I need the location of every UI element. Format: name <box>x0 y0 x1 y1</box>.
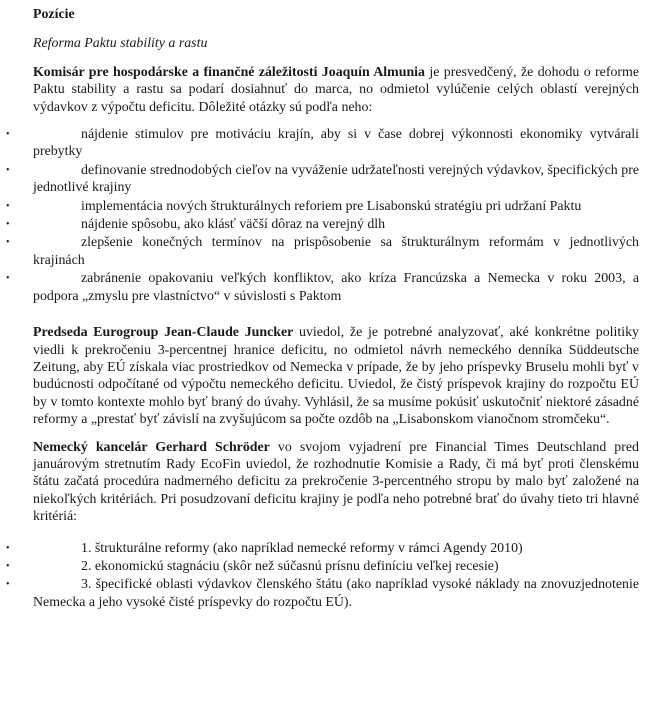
bullet-icon: • <box>6 219 10 231</box>
paragraph-body: je presvedčený, že dohodu o reforme Paktu stability a rastu sa podarí dosiahnuť do marca, no odmietol vylúčenie celých oblastí verejných výdavkov z výpočtu deficitu. Dôležité otázky sú podľa neho: <box>33 64 639 115</box>
list-item-text: definovanie strednodobých cieľov na vyváženie udržateľnosti verejných výdavkov, špecifických pre jednotlivé krajiny <box>33 162 639 196</box>
paragraph-lead: Komisár pre hospodárske a finančné záležitosti Joaquín Almunia <box>33 64 425 80</box>
section-subheading: Reforma Paktu stability a rastu <box>33 36 208 52</box>
bullet-icon: • <box>6 237 10 249</box>
paragraph-juncker <box>33 324 639 428</box>
bullet-list-questions <box>6 126 639 305</box>
list-item <box>6 126 639 161</box>
list-item-text: 1. štrukturálne reformy (ako napríklad nemecké reformy v rámci Agendy 2010) <box>81 540 523 556</box>
list-item-text: nájdenie spôsobu, ako klásť väčší dôraz na verejný dlh <box>81 217 386 233</box>
paragraph-lead: Nemecký kancelár Gerhard Schröder <box>33 439 270 455</box>
bullet-icon: • <box>6 129 10 141</box>
paragraph-lead: Predseda Eurogroup Jean-Claude Juncker <box>33 325 294 341</box>
list-item-text: 3. špecifické oblasti výdavkov členského štátu (ako napríklad vysoké náklady na znovuzjednotenie Nemecka a jeho vysoké čisté príspevky do rozpočtu EÚ). <box>33 577 639 610</box>
list-item <box>6 216 639 233</box>
list-item-text: nájdenie stimulov pre motiváciu krajín, aby si v čase dobrej výkonnosti ekonomiky vytvárali prebytky <box>33 127 639 160</box>
paragraph-schroder <box>33 439 639 526</box>
list-item-text: zlepšenie konečných termínov na prispôsobenie sa štrukturálnym reformám v jednotlivých krajinách <box>33 235 639 268</box>
bullet-icon: • <box>6 200 10 212</box>
bullet-icon: • <box>6 542 10 554</box>
section-heading: Pozície <box>33 7 75 22</box>
list-item <box>6 198 639 215</box>
list-item <box>6 234 639 269</box>
bullet-icon: • <box>6 579 10 591</box>
bullet-icon: • <box>6 164 10 176</box>
list-item <box>6 576 639 611</box>
list-item-text: implementácia nových štrukturálnych reforiem pre Lisabonskú stratégiu pri udržaní Paktu <box>81 198 582 214</box>
list-item-text: 2. ekonomickú stagnáciu (skôr než súčasnú prísnu definíciu veľkej recesie) <box>81 558 499 574</box>
paragraph-body: vo svojom vyjadrení pre Financial Times Deutschland pred januárovým stretnutím Rady EcoFin uviedol, že rozhodnutie Komisie a Rady, či má byť proti členskému štátu začatá procedúra nadmerného deficitu za prekročenie 3-percentného stropu by malo byť založené na niekoľkých kritériách. Pri posudzovaní deficitu krajiny je podľa neho potrebné brať do úvahy tieto tri hlavné kritériá: <box>33 439 639 525</box>
list-item <box>6 162 639 197</box>
bullet-icon: • <box>6 273 10 285</box>
list-item <box>6 558 639 575</box>
paragraph-almunia <box>33 64 639 116</box>
list-item <box>6 270 639 305</box>
list-item-text: zabránenie opakovaniu veľkých konfliktov, ako kríza Francúzska a Nemecka v roku 2003, a podpora „zmyslu pre vlastníctvo“ v súvislosti s Paktom <box>33 271 639 304</box>
paragraph-body: uviedol, že je potrebné analyzovať, aké konkrétne politiky viedli k prekročeniu 3-percentnej hranice deficitu, no odmietol návrh nemeckého denníka Süddeutsche Zeitung, aby EÚ získala viac prostriedkov od Nemecka v prípade, že by jeho príspevky Bruselu mohli byť v budúcnosti odpočítané od výpočtu nemeckého deficitu. Uviedol, že čistý príspevok krajiny do rozpočtu EÚ by v tomto kontexte mohlo byť braný do úvahy. Vyhlásil, že sa musíme pokúsiť uskutočniť niektoré zásadné reformy a „prestať byť závislí na zvyšujúcom sa počte ozdôb na „Lisabonskom vianočnom stromčeku“. <box>33 325 639 428</box>
list-item <box>6 540 639 557</box>
bullet-icon: • <box>6 560 10 572</box>
bullet-list-criteria <box>6 540 639 612</box>
